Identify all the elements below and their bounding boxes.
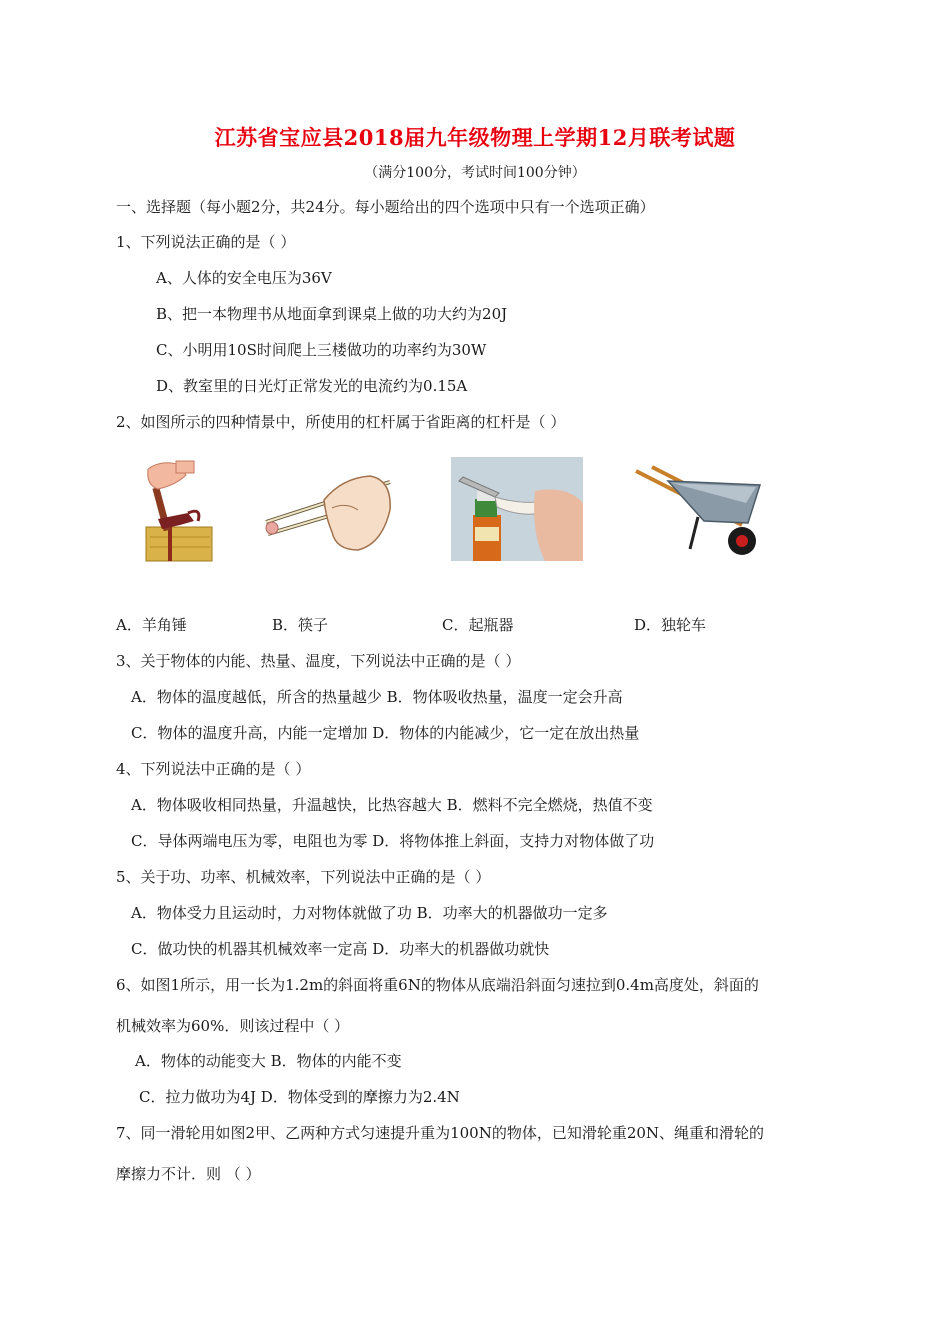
question-5-options-ab: A．物体受力且运动时，力对物体就做了功 B．功率大的机器做功一定多	[131, 904, 608, 922]
question-2-option-d: D．独轮车	[634, 616, 707, 634]
question-2-stem: 2、如图所示的四种情景中，所使用的杠杆属于省距离的杠杆是（ ）	[116, 413, 566, 431]
question-5-options-cd: C．做功快的机器其机械效率一定高 D．功率大的机器做功就快	[131, 940, 550, 958]
question-7-stem-line-2: 摩擦力不计．则 （ ）	[116, 1165, 261, 1183]
chopsticks-figure	[262, 470, 394, 554]
section-heading: 一、选择题（每小题2分，共24分。每小题给出的四个选项中只有一个选项正确）	[116, 198, 655, 216]
question-3-options-cd: C．物体的温度升高，内能一定增加 D．物体的内能减少，它一定在放出热量	[131, 724, 640, 742]
question-1-option-a: A、人体的安全电压为36V	[156, 269, 332, 287]
question-6-stem-line-2: 机械效率为60%．则该过程中（ ）	[116, 1017, 350, 1035]
question-6-options-cd: C．拉力做功为4J D．物体受到的摩擦力为2.4N	[139, 1088, 460, 1106]
question-7-stem-line-1: 7、同一滑轮用如图2甲、乙两种方式匀速提升重为100N的物体，已知滑轮重20N、绳重和滑轮的	[116, 1124, 765, 1142]
wheelbarrow-figure	[632, 463, 768, 559]
question-3-options-ab: A．物体的温度越低，所含的热量越少 B．物体吸收热量，温度一定会升高	[131, 688, 623, 706]
question-1-option-c: C、小明用10S时间爬上三楼做功的功率约为30W	[156, 341, 487, 359]
bottle-opener-figure	[451, 457, 583, 561]
claw-hammer-figure	[136, 455, 216, 565]
question-2-option-c: C．起瓶器	[442, 616, 514, 634]
question-2-option-a: A．羊角锤	[116, 616, 187, 634]
question-6-stem-line-1: 6、如图1所示，用一长为1.2m的斜面将重6N的物体从底端沿斜面匀速拉到0.4m高度处，斜面的	[116, 976, 759, 994]
page-title: 江苏省宝应县2018届九年级物理上学期12月联考试题	[214, 125, 736, 150]
question-3-stem: 3、关于物体的内能、热量、温度，下列说法中正确的是（ ）	[116, 652, 521, 670]
question-4-stem: 4、下列说法中正确的是（ ）	[116, 760, 311, 778]
question-1-stem: 1、下列说法正确的是（ ）	[116, 233, 296, 251]
question-4-options-cd: C．导体两端电压为零，电阻也为零 D．将物体推上斜面，支持力对物体做了功	[131, 832, 655, 850]
question-4-options-ab: A．物体吸收相同热量，升温越快，比热容越大 B．燃料不完全燃烧，热值不变	[131, 796, 653, 814]
question-1-option-b: B、把一本物理书从地面拿到课桌上做的功大约为20J	[156, 305, 508, 323]
question-2-option-b: B．筷子	[272, 616, 329, 634]
question-6-options-ab: A．物体的动能变大 B．物体的内能不变	[135, 1052, 402, 1070]
exam-info: （满分100分，考试时间100分钟）	[364, 165, 586, 181]
question-1-option-d: D、教室里的日光灯正常发光的电流约为0.15A	[156, 377, 468, 395]
question-5-stem: 5、关于功、功率、机械效率，下列说法中正确的是（ ）	[116, 868, 491, 886]
